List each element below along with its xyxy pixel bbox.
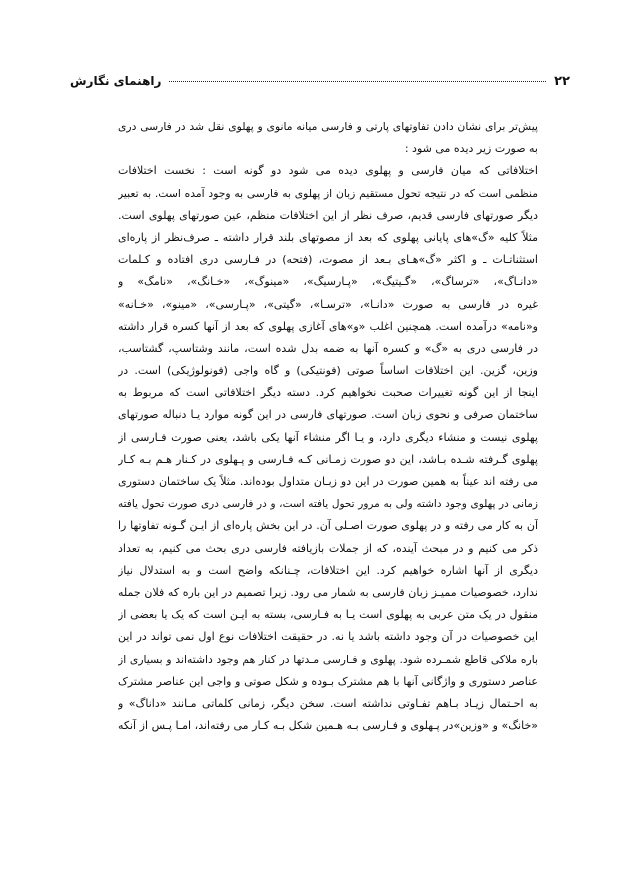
text-line: و«نامه» درآمده است. همچنین اغلب «و»های آغازی پهلوی که بعد از آنها کسره قرار داشته [118, 319, 538, 333]
text-line: پهلوی نیست و منشاء دیگری دارد، و یـا اگر منشاء آنها یکی باشد، یعنی صورت فـارسی از [118, 430, 538, 444]
text-line: باره ملاکی قاطع شمـرده شود. پهلوی و فـارسی مـدتها در کنار هم وجود داشته‌اند و بسیاری از [118, 652, 538, 666]
text-line: ندارد، خصوصیات ممیـز زبان فارسی به شمار می رود. زیرا تصمیم در این باره که فلان جمله [118, 585, 538, 599]
text-line: غیره در فارسی به صورت «دانـا»، «ترسـا»، «گیتی»، «پـارسی»، «مینو»، «خـانه» [118, 297, 538, 311]
text-line: آن به کار می رفته و در پهلوی صورت اصـلی آن. در این بخش پاره‌ای از ایـن گـونه تفاوتها را [118, 519, 538, 533]
page-number: ۲۲ [554, 73, 570, 89]
paragraph [118, 116, 538, 160]
text-line: پیش‌تر برای نشان دادن تفاوتهای پارتی و فارسی میانه مانوی و پهلوی نقل شد در فارسی دری [118, 120, 538, 133]
body-text [118, 116, 538, 737]
text-line: این خصوصیات در آن وجود داشته باشد یا نه. در حقیقت اختلافات نوع اول نمی تواند در این [118, 630, 538, 644]
text-line: وزین، گزین. این اختلافات اساساً صوتی (فونتیکی) و گاه واجی (فونولوژیکی) است. در [118, 364, 538, 378]
text-line: دیگر صورتهای فارسی قدیم، صرف نظر از این اختلافات منظم، عین صورتهای پهلوی است. [118, 208, 538, 222]
text-line: مثلاً کلیه «گ»های پایانی پهلوی که بعد از مصوتهای بلند قرار داشته ـ صرف‌نظر از پاره‌ای [118, 230, 538, 244]
paragraph [118, 160, 538, 737]
text-line: به احـتمال زیـاد بـاهم تفـاوتی نداشته است. سخن دیگر، زمانی کلماتی مـانند «داناگ» و [118, 696, 538, 710]
text-line: زمانی در پهلوی وجود داشته ولی به مرور تحول یافته است، و در فارسی دری صورت تحول یافته [118, 498, 538, 511]
running-title: راهنمای نگارش [70, 74, 162, 88]
text-line: اینجا از این گونه تغییرات صحبت نخواهیم کرد. دسته دیگر اختلافاتی است که مربوط به [118, 386, 538, 400]
header-dotted-rule [169, 81, 546, 82]
text-line: دیگری از آنها اشاره خواهیم کرد. این اختلافات، چـنانکه واضح است و به استدلال نیاز [118, 563, 538, 577]
text-line: به صورت زیر دیده می شود : [404, 142, 538, 156]
text-line: اختلافاتی که میان فارسی و پهلوی دیده می شود دو گونه است : نخست اختلافات [118, 164, 538, 178]
text-line: «دانـاگ»، «ترساگ»، «گـیتیگ»، «پـارسیگ»، «مینوگ»، «خـانگ»، «نامگ» و [118, 275, 538, 289]
text-line: ذکر می کنیم و در مبحث آینده، که از جملات بازیافته فارسی دری بحث می کنیم، به تعداد [118, 541, 538, 555]
text-line: می رفته اند عیناً به همین صورت در این دو زبـان متداول بوده‌اند. مثلاً یک ساختمان دستوری [118, 475, 538, 488]
text-line: در فارسی دری به «گ» و کسره آنها به ضمه بدل شده است، مانند وشتاسپ، گشتاسب، [118, 341, 538, 355]
text-line: منظمی است که در نتیجه تحول مستقیم زبان از پهلوی به فارسی به وجود آمده است. به تعبیر [118, 186, 538, 200]
text-line: پهلوی گـرفته شـده بـاشد، این دو صورت زمـانی کـه فـارسی و پـهلوی در کـنار هـم بـه کـار [118, 452, 538, 466]
text-line: عناصر دستوری و واژگانی آنها با هم مشترک بـوده و شکل صوتی و واجی این عناصر مشترک [118, 674, 538, 688]
text-line: استثناتـات ـ و اکثر «گ»هـای بـعد از مصوت، (فتحه) در فـارسی دری افتاده و کـلمات [118, 253, 538, 267]
text-line: منقول در یک متن عربی به پهلوی است یـا به فـارسی، بسته به ایـن است که یک یا بعضی از [118, 608, 538, 622]
text-line: «خانگ» و «وزین»در پـهلوی و فـارسی بـه هـمین شکل بـه کـار می رفته‌اند، امـا پـس از آنکه [118, 719, 538, 733]
text-line: ساختمان صرفی و نحوی زبان است. صورتهای فارسی در این گونه موارد یـا دنباله صورتهای [118, 408, 538, 422]
page-header [70, 70, 570, 92]
